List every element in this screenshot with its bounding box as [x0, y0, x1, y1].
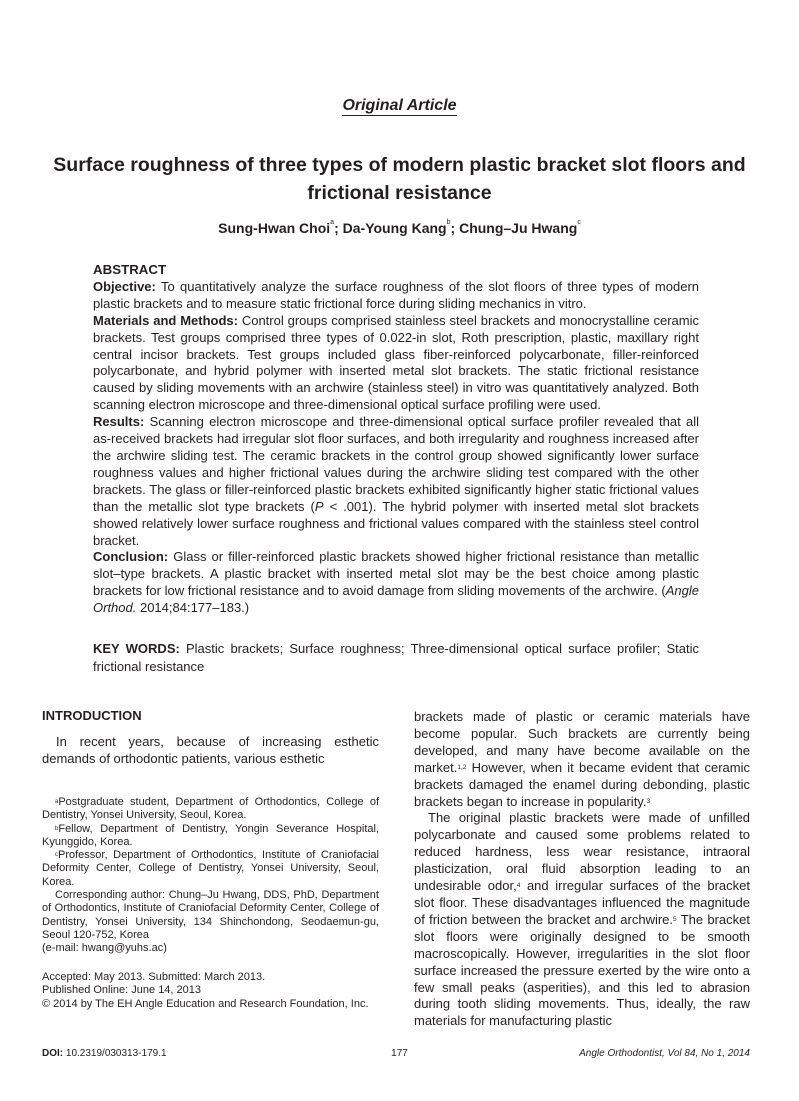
conclusion-label: Conclusion:: [93, 549, 169, 565]
p-value-symbol: P: [314, 498, 324, 514]
reference-mark: 4: [516, 882, 521, 890]
introduction-right-text: [414, 709, 750, 1030]
page-number: 177: [391, 1048, 408, 1059]
footnote-b: [42, 823, 379, 850]
paper-title: Surface roughness of three types of modern plastic bracket slot floors and frictional resistance: [53, 154, 746, 204]
methods-text: Control groups comprised stainless steel brackets and monocrystalline ceramic brackets. Test groups comprised three types of 0.022-in slot, Roth prescription, plastic, maxillary right central incisor brackets. Test groups included glass fiber-reinforced polycarbonate, filler-reinforced polycarbonate, and hybrid polymer with inserted metal slot brackets. The static frictional resistance caused by sliding movements with an archwire (stainless steel) in vitro was quantitatively analyzed. Both scanning electron microscope and three-dimensional optical surface profiling were used.: [93, 312, 700, 413]
author-separator: ;: [450, 220, 460, 236]
article-type: [0, 97, 799, 115]
published-date: Published Online: June 14, 2013: [42, 984, 202, 997]
reference-mark: 5: [673, 915, 677, 923]
keywords: [93, 640, 699, 676]
corresponding-author: Corresponding author: Chung–Ju Hwang, DDS, PhD, Department of Orthodontics, Institute of Craniofacial Deformity Center, College of Dentistry, Yonsei University, 134 Shinchondong, Seodaemun-gu, Seoul 120-752, Korea: [42, 889, 379, 941]
author-name: Chung–Ju Hwang: [459, 220, 578, 236]
footnote-text: Professor, Department of Orthodontics, Institute of Craniofacial Deformity Center, College of Dentistry, Yonsei University, Seoul, Korea.: [42, 849, 379, 888]
article-type-label: Original Article: [342, 97, 457, 114]
intro-paragraph: In recent years, because of increasing esthetic demands of orthodontic patients, various esthetic: [42, 734, 379, 766]
citation: 2014;84:177–183.): [136, 600, 250, 616]
abstract-results: [93, 414, 699, 549]
keywords-label: KEY WORDS:: [93, 641, 180, 656]
affiliation-footnotes: [42, 796, 379, 956]
abstract-objective: [93, 279, 699, 313]
intro-paragraph: [414, 709, 750, 810]
intro-text: and irregular surfaces of the bracket slot floor. These disadvantages influenced the magnitude of friction between the bracket and archwire.: [414, 878, 750, 927]
introduction-heading: INTRODUCTION: [42, 708, 142, 723]
intro-text: brackets made of plastic or ceramic materials have become popular. Such brackets are currently being developed, and many have become available on the market.: [414, 709, 750, 775]
doi-value: 10.2319/030313-179.1: [63, 1048, 167, 1059]
footnote-text: Postgraduate student, Department of Orthodontics, College of Dentistry, Yonsei University, Seoul, Korea.: [42, 796, 379, 822]
intro-text: The original plastic brackets were made of unfilled polycarbonate and caused some problems related to reduced hardness, less wear resistance, intraoral plasticization, oral fluid absorption leading to an undesirable odor,: [414, 810, 750, 894]
conclusion-text: Glass or filler-reinforced plastic brackets showed higher frictional resistance than metallic slot–type brackets. A plastic bracket with inserted metal slot may be the best choice among plastic brackets for low frictional resistance and to avoid damage from sliding movements of the archwire. (: [93, 549, 699, 599]
footnote-c: [42, 849, 379, 889]
abstract: [93, 262, 699, 617]
author-affiliation-mark: c: [577, 219, 581, 226]
journal-abbrev: Angle Orthod.: [93, 583, 699, 616]
results-label: Results:: [93, 414, 145, 430]
reference-mark: 3: [646, 797, 651, 805]
reference-mark: 1,2: [457, 763, 467, 771]
footnote-text: Fellow, Department of Dentistry, Yongin Severance Hospital, Kyunggido, Korea.: [42, 822, 379, 848]
author-separator: ;: [334, 220, 343, 236]
author-name: Sung-Hwan Choi: [218, 220, 331, 236]
keywords-text: Plastic brackets; Surface roughness; Three-dimensional optical surface profiler; Static frictional resistance: [93, 641, 699, 674]
methods-label: Materials and Methods:: [93, 312, 238, 328]
footnote-mark: c: [55, 852, 58, 859]
footnote-a: [42, 796, 379, 823]
footnote-mark: b: [55, 825, 59, 832]
abstract-conclusion: [93, 549, 699, 617]
intro-text: The bracket slot floors were originally designed to be smooth macroscopically. However, irregularities in the slot floor surface increased the pressure exerted by the wire onto a few small peaks (asperities), and this led to abrasion during tooth sliding movements. Thus, ideally, the raw materials for manufacturing plastic: [414, 911, 750, 1029]
corresponding-email: (e-mail: hwang@yuhs.ac): [42, 942, 167, 955]
abstract-heading: ABSTRACT: [93, 262, 167, 277]
doi-label: DOI:: [42, 1048, 64, 1059]
objective-label: Objective:: [93, 278, 156, 294]
journal-reference: Angle Orthodontist, Vol 84, No 1, 2014: [579, 1048, 750, 1059]
results-text-cont: < .001). The hybrid polymer with inserted metal slot brackets showed relatively lower surface roughness and frictional values compared with the stainless steel control bracket.: [93, 498, 699, 548]
publication-dates: [42, 971, 379, 1011]
introduction-left-text: [42, 734, 379, 767]
author-name: Da-Young Kang: [342, 220, 447, 236]
accepted-date: Accepted: May 2013. Submitted: March 2013.: [42, 971, 266, 983]
author-list: [0, 220, 799, 236]
abstract-methods: [93, 313, 699, 414]
intro-paragraph: [414, 810, 750, 1030]
author-affiliation-mark: b: [446, 219, 451, 226]
results-text: Scanning electron microscope and three-dimensional optical surface profiler revealed that all as-received brackets had irregular slot floor surfaces, and both irregularity and roughness increased after the archwire sliding test. The ceramic brackets in the control group showed significantly lower surface roughness values and higher frictional values during the archwire sliding test compared with the other brackets. The glass or filler-reinforced plastic brackets exhibited significantly higher static frictional values than the metallic slot type brackets (: [93, 414, 699, 514]
intro-text: However, when it became evident that ceramic brackets damaged the enamel during debonding, plastic brackets began to increase in popularity.: [414, 759, 750, 809]
copyright: © 2014 by The EH Angle Education and Research Foundation, Inc.: [42, 997, 369, 1010]
author-affiliation-mark: a: [330, 219, 335, 226]
footnote-mark: a: [55, 799, 59, 805]
objective-text: To quantitatively analyze the surface roughness of the slot floors of three types of modern plastic brackets and to measure static frictional force during sliding mechanics in vitro.: [93, 278, 699, 311]
